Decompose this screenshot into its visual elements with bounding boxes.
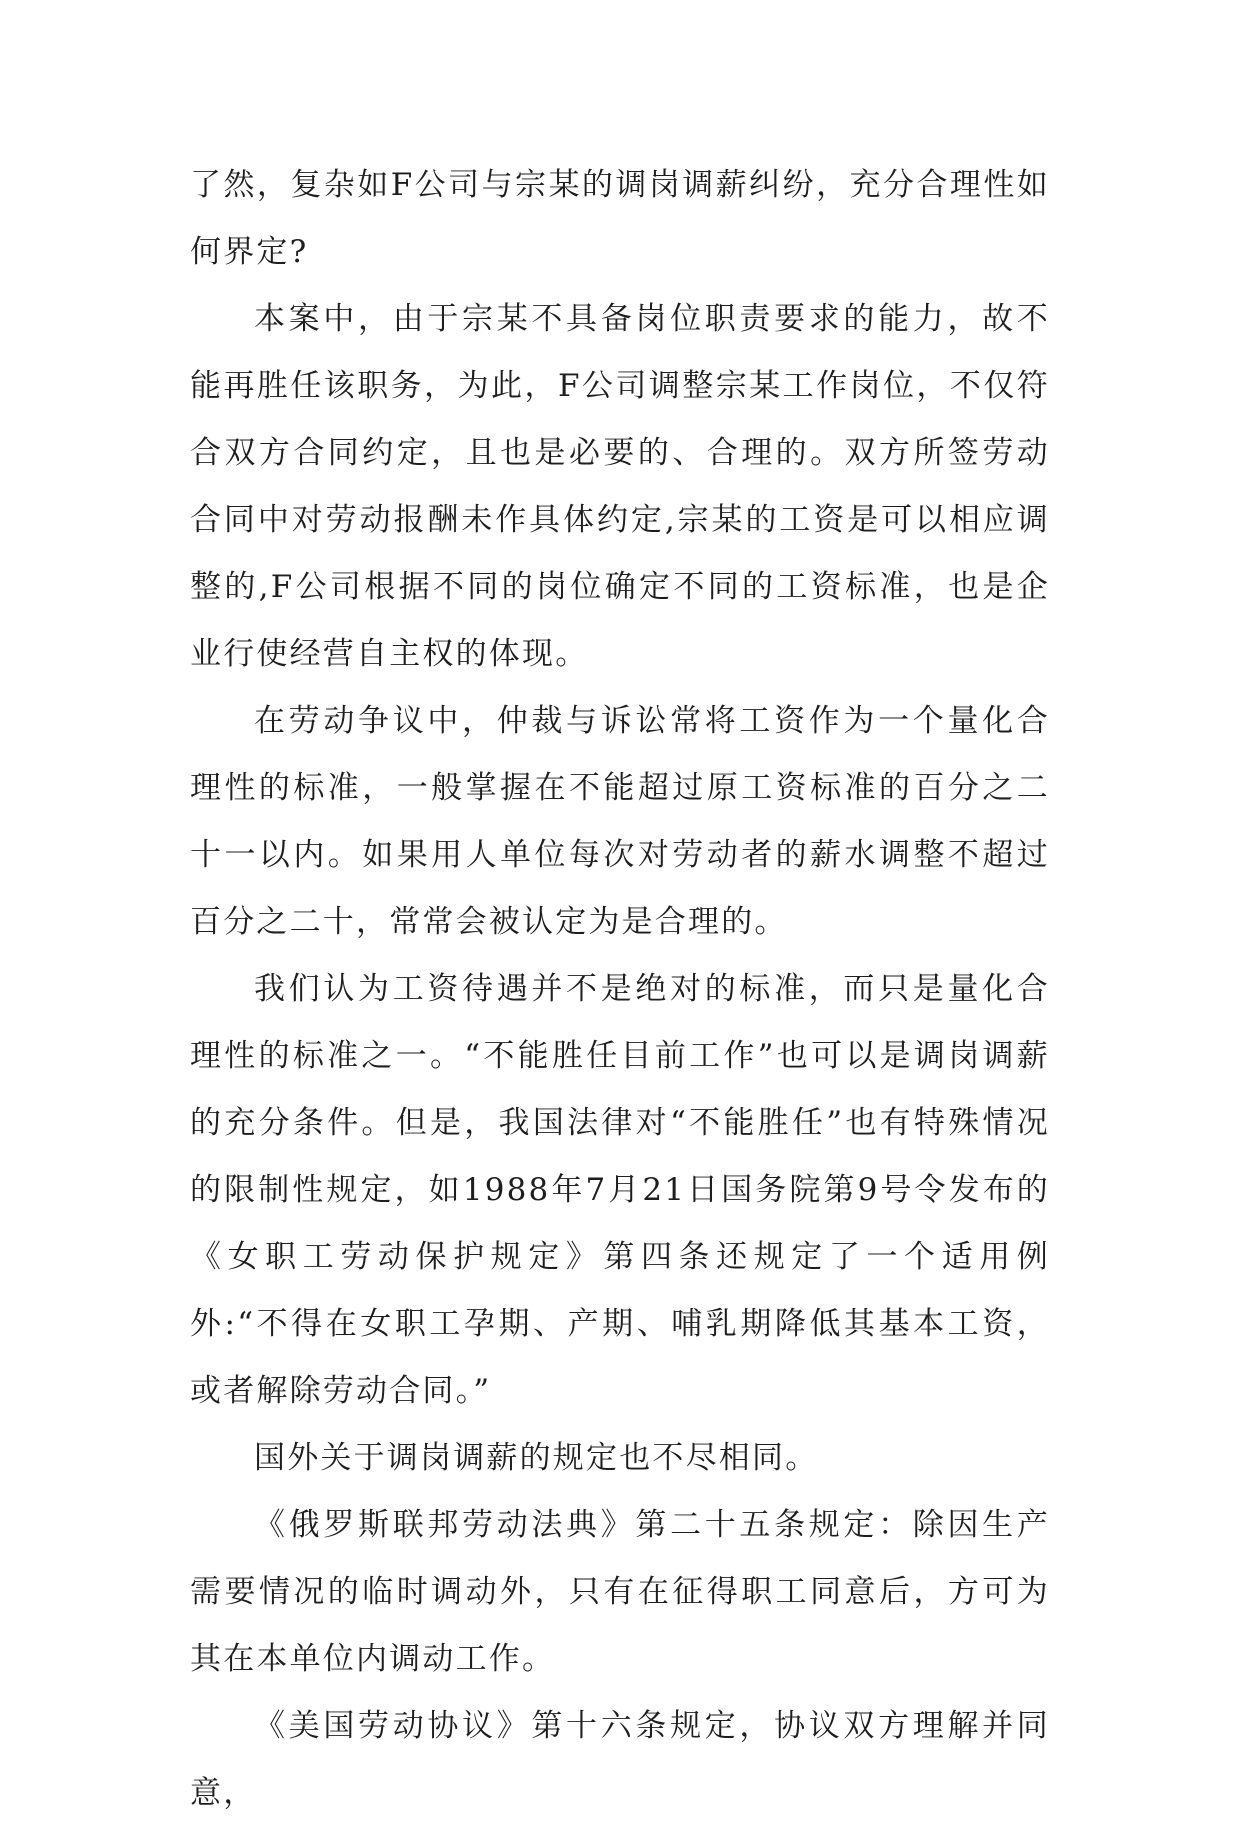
paragraph-5: 国外关于调岗调薪的规定也不尽相同。	[254, 1440, 819, 1476]
paragraph-6: 《俄罗斯联邦劳动法典》第二十五条规定：除因生产需要情况的临时调动外，只有在征得职工同意后，方可为其在本单位内调动工作。	[190, 1507, 1050, 1677]
body-text	[190, 152, 1050, 1827]
paragraph-1: 了然，复杂如F公司与宗某的调岗调薪纠纷，充分合理性如何界定?	[190, 167, 1050, 270]
paragraph-4: 我们认为工资待遇并不是绝对的标准，而只是量化合理性的标准之一。“不能胜任目前工作”也可以是调岗调薪的充分条件。但是，我国法律对“不能胜任”也有特殊情况的限制性规定，如1988年7月21日国务院第9号令发布的《女职工劳动保护规定》第四条还规定了一个适用例外:“不得在女职工孕期、产期、哺乳期降低其基本工资，或者解除劳动合同。”	[190, 971, 1050, 1409]
paragraph-3: 在劳动争议中，仲裁与诉讼常将工资作为一个量化合理性的标准，一般掌握在不能超过原工资标准的百分之二十一以内。如果用人单位每次对劳动者的薪水调整不超过百分之二十，常常会被认定为是合理的。	[190, 703, 1050, 940]
paragraph-2: 本案中，由于宗某不具备岗位职责要求的能力，故不能再胜任该职务，为此，F公司调整宗某工作岗位，不仅符合双方合同约定，且也是必要的、合理的。双方所签劳动合同中对劳动报酬未作具体约定,宗某的工资是可以相应调整的,F公司根据不同的岗位确定不同的工资标准，也是企业行使经营自主权的体现。	[190, 301, 1050, 672]
paragraph-7: 《美国劳动协议》第十六条规定，协议双方理解并同意，	[190, 1708, 1050, 1811]
